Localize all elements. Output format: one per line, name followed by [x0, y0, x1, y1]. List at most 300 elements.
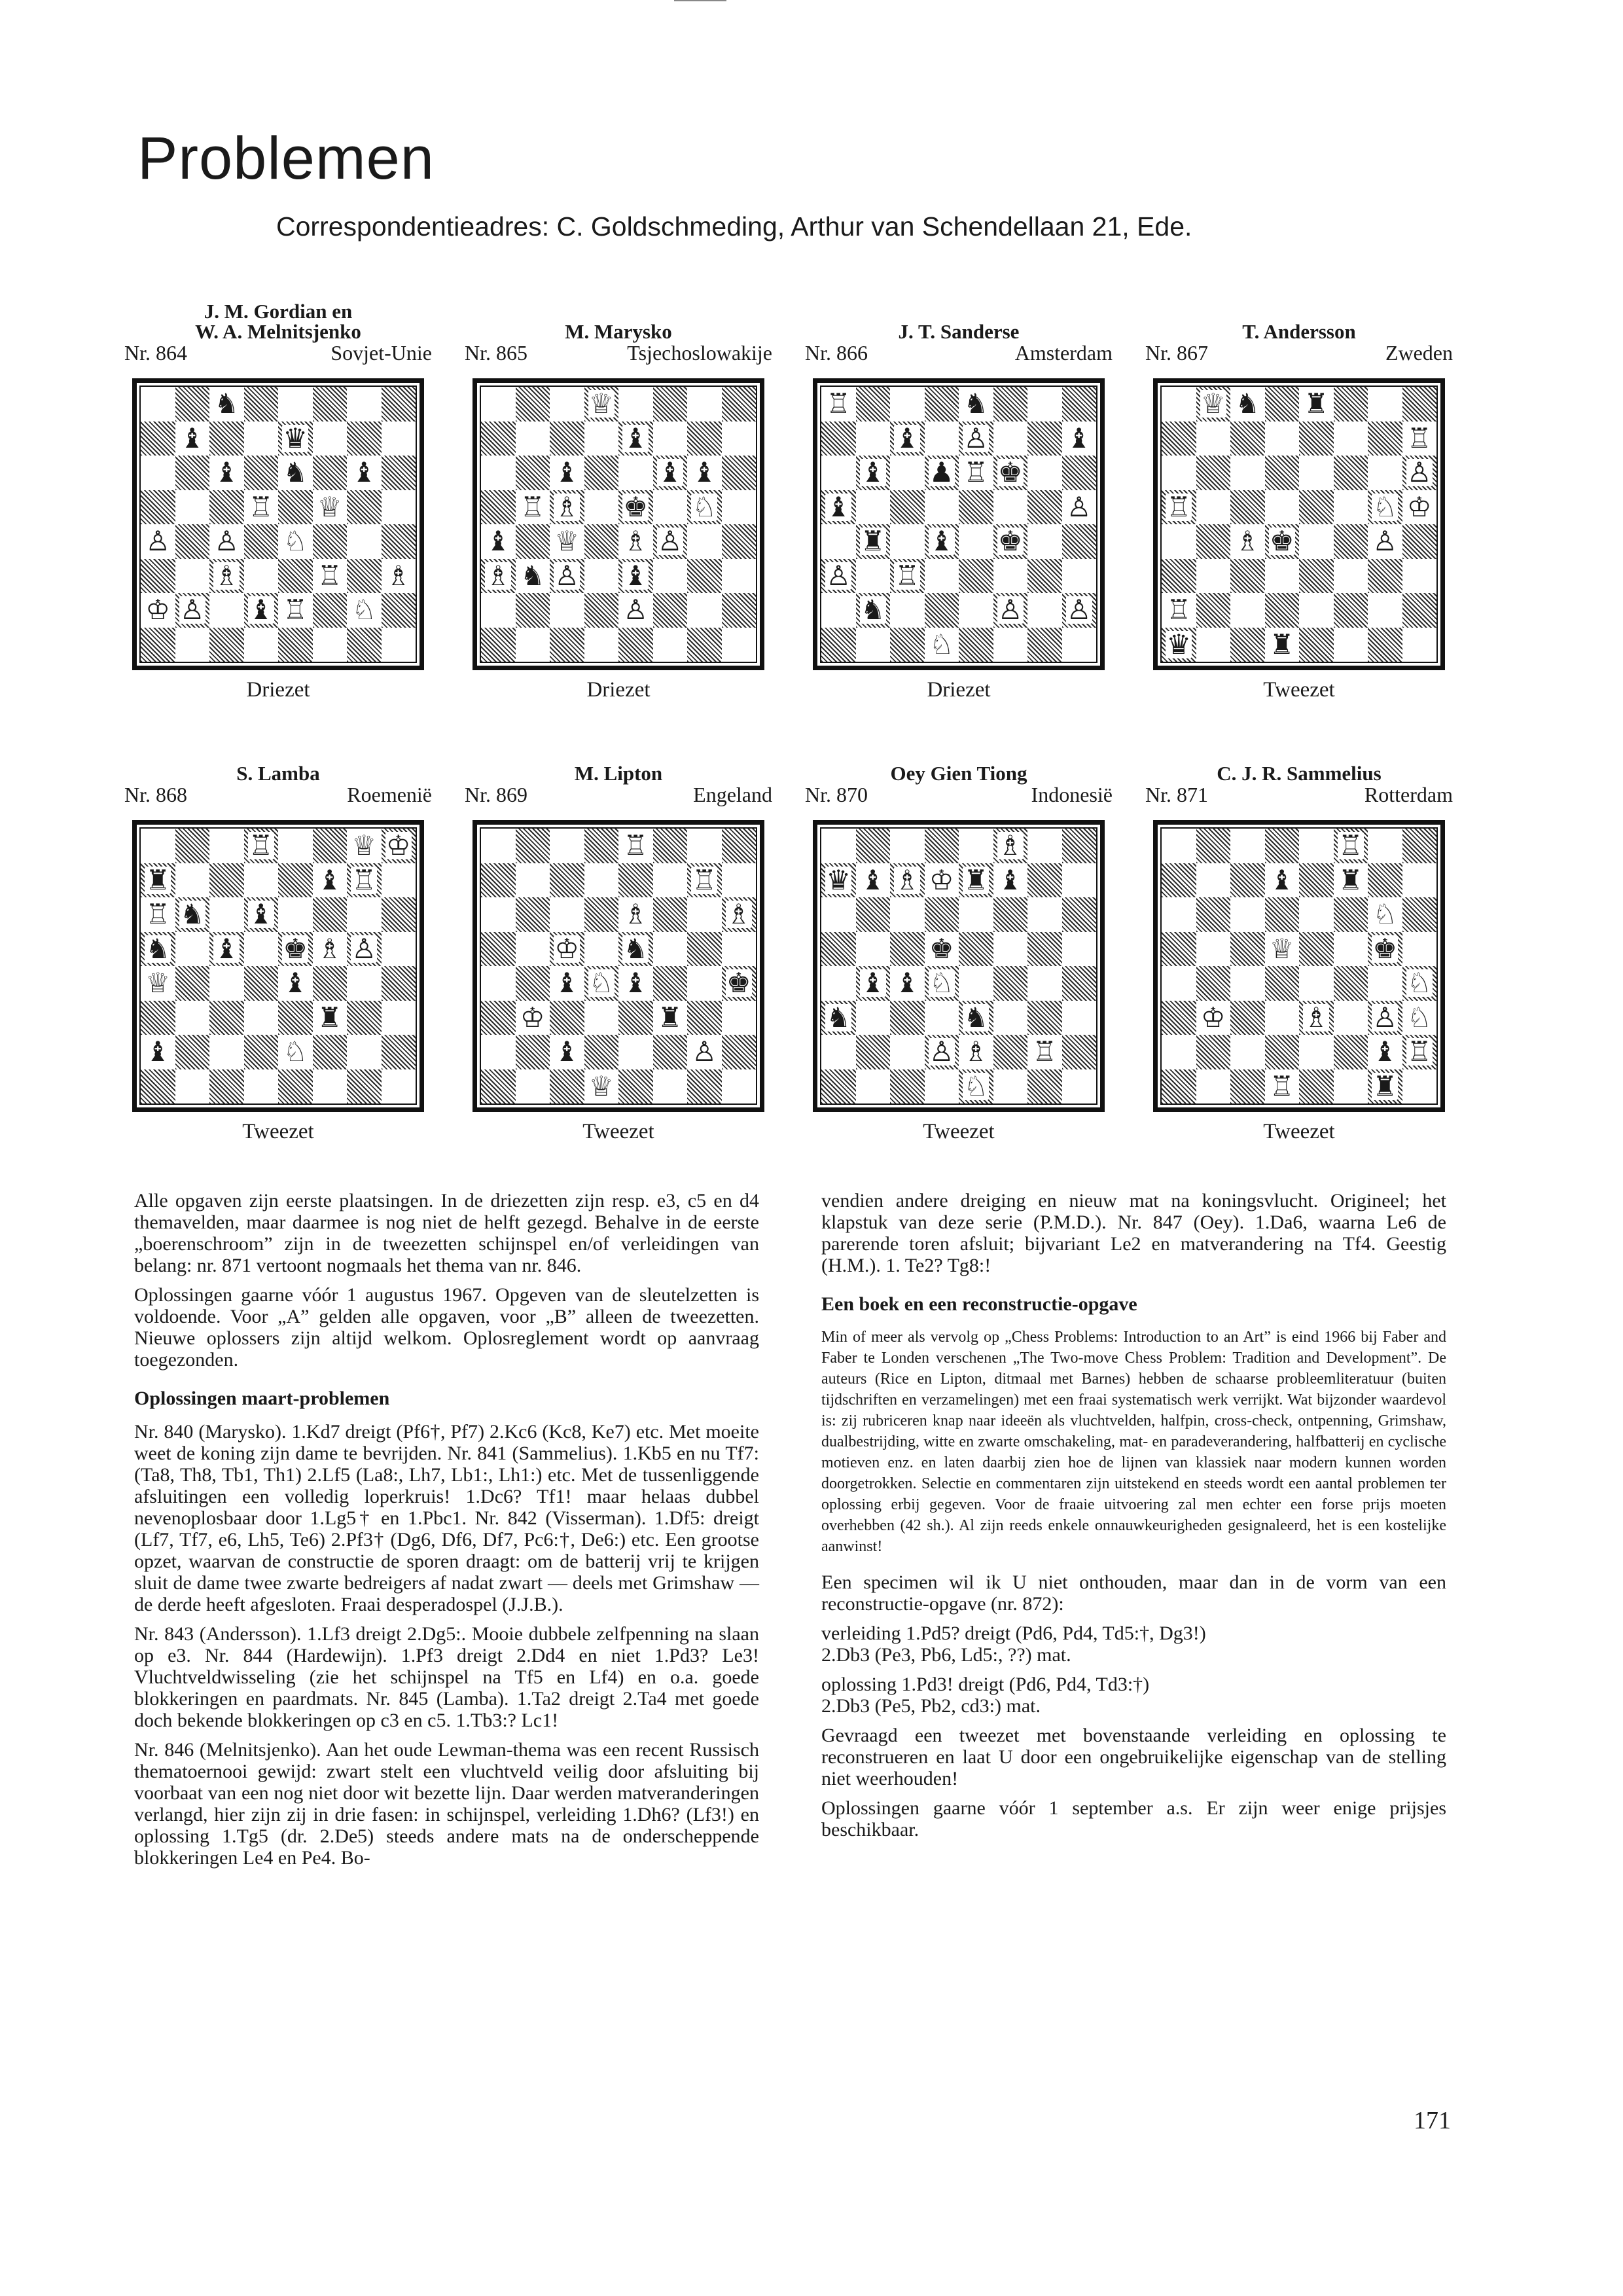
chess-piece-icon: ♝	[657, 456, 683, 489]
board-square	[925, 1069, 959, 1104]
board-square	[959, 593, 993, 628]
problem-number: Nr. 866	[805, 341, 868, 365]
board-square	[1196, 422, 1231, 456]
board-square	[890, 966, 925, 1001]
board-square	[550, 387, 584, 422]
chess-piece-icon: ♖	[1406, 1035, 1432, 1068]
chess-piece-icon: ♘	[283, 525, 308, 558]
board-square	[1402, 593, 1437, 628]
board-square	[821, 863, 856, 898]
board-square	[722, 387, 757, 422]
problem-country: Rotterdam	[1364, 783, 1453, 806]
board-square	[1196, 1035, 1231, 1069]
board-square	[821, 1001, 856, 1035]
board-square	[209, 524, 244, 559]
board-square	[618, 524, 653, 559]
chess-piece-icon: ♗	[317, 932, 342, 965]
chess-piece-icon: ♝	[623, 559, 649, 592]
problem-author: J. T. Sanderse	[898, 320, 1020, 343]
board-square	[141, 559, 175, 594]
chess-piece-icon: ♖	[248, 490, 274, 523]
solutions-paragraph-1: Nr. 840 (Marysko). 1.Kd7 dreigt (Pf6†, Pf7) 2.Kc6 (Kc8, Ke7) etc. Met moeite weet de koning zijn dame te bevrijden. Nr. 841 (Sammelius). 1.Kb5 en nu Tf7: (Ta8, Th8, Tb1, Th1) 2.Lf5 (La8:, Lh7, Lb1:, Lh1:) etc. Met de tussenliggende afsluitingen een volledig loperkruis! 1.Dc6? Tf1! maar helaas dubbel nevenoplosbaar door 1.Lg5† en 1.Pbc1. Nr. 842 (Visserman). 1.Df5: dreigt (Lf7, Tf7, e6, Lh5, Te6) 2.Pf3† (Dg6, Df6, Df7, Pc6:†, De6:) etc. Een grootse opzet, waarvan de constructie de sporen draagt: om de batterij vrij te krijgen sluit de dame twee zwarte bedreigers af nadat zwart — deels met Grimshaw — de derde heeft afgesloten. Fraai desperadospel (J.J.B.).	[134, 1421, 759, 1615]
chess-piece-icon: ♘	[692, 490, 717, 523]
solution-line-2: 2.Db3 (Pe5, Pb2, cd3:) mat.	[821, 1695, 1041, 1717]
board-square	[890, 628, 925, 662]
board-square	[244, 593, 279, 628]
board-square	[313, 1069, 348, 1104]
board-square	[1402, 863, 1437, 898]
solutions-heading: Oplossingen maart-problemen	[134, 1388, 390, 1409]
board-square	[618, 490, 653, 525]
chess-piece-icon: ♙	[145, 525, 171, 558]
chess-problem	[1145, 301, 1453, 702]
board-square	[481, 524, 516, 559]
board-square	[209, 1069, 244, 1104]
board-square	[1402, 1035, 1437, 1069]
board-square	[959, 628, 993, 662]
chess-piece-icon: ♙	[1066, 490, 1092, 523]
board-square	[618, 422, 653, 456]
chess-piece-icon: ♘	[1372, 490, 1398, 523]
problem-stipulation: Tweezet	[242, 1120, 314, 1143]
board-square	[687, 966, 722, 1001]
board-square	[516, 863, 550, 898]
chess-piece-icon: ♘	[283, 1035, 308, 1068]
board-square	[209, 863, 244, 898]
board-square	[244, 456, 279, 490]
board-square	[1402, 966, 1437, 1001]
board-square	[313, 1001, 348, 1035]
board-square	[925, 1035, 959, 1069]
chess-piece-icon: ♘	[1372, 898, 1398, 931]
chess-problem	[124, 301, 432, 702]
board-square	[382, 524, 416, 559]
board-square	[244, 387, 279, 422]
board-square	[1062, 829, 1097, 863]
chess-piece-icon: ♖	[1032, 1035, 1058, 1068]
board-square	[278, 559, 313, 594]
board-square	[1062, 1001, 1097, 1035]
board-square	[1265, 966, 1300, 1001]
board-square	[1299, 456, 1334, 490]
problem-meta	[1145, 783, 1453, 806]
board-square	[1027, 628, 1062, 662]
board-square	[722, 1069, 757, 1104]
instructions-paragraph: Oplossingen gaarne vóór 1 augustus 1967. Opgeven van de sleutelzetten is voldoende. Voor „A” gelden alle opgaven, voor „B” alleen de tweezetten. Nieuwe oplossers zijn altijd welkom. Oplosreglement wordt op aanvraag toegezonden.	[134, 1284, 759, 1371]
board-square	[1402, 387, 1437, 422]
chess-piece-icon: ♜	[1304, 387, 1329, 420]
chess-piece-icon: ♚	[997, 525, 1023, 558]
board-square	[1402, 422, 1437, 456]
board-square	[209, 897, 244, 932]
specimen-paragraph: Een specimen wil ik U niet onthouden, maar dan in de vorm van een reconstructie-opgave (nr. 872):	[821, 1571, 1446, 1615]
board-square	[856, 966, 891, 1001]
board-square	[1299, 932, 1334, 967]
board-square	[993, 1069, 1028, 1104]
board-square	[1196, 1001, 1231, 1035]
board-square	[244, 1035, 279, 1069]
board-square	[550, 559, 584, 594]
board-square	[993, 559, 1028, 594]
board-square	[175, 387, 210, 422]
board-square	[175, 628, 210, 662]
problem-number: Nr. 864	[124, 341, 187, 365]
board-square	[618, 628, 653, 662]
board-square	[278, 897, 313, 932]
board-square	[1162, 1001, 1196, 1035]
board-square	[1334, 1035, 1368, 1069]
problem-author: C. J. R. Sammelius	[1217, 762, 1382, 785]
board-square	[1334, 559, 1368, 594]
board-square	[278, 1035, 313, 1069]
board-square	[550, 524, 584, 559]
board-square	[1299, 863, 1334, 898]
board-square	[141, 966, 175, 1001]
chess-piece-icon: ♝	[554, 456, 580, 489]
board-square	[1334, 1069, 1368, 1104]
problem-country: Roemenië	[347, 783, 432, 806]
board-square	[1196, 456, 1231, 490]
chess-piece-icon: ♖	[317, 559, 342, 592]
board-square	[1230, 422, 1265, 456]
board-square	[890, 1069, 925, 1104]
board-square	[347, 387, 382, 422]
board-square	[993, 524, 1028, 559]
board-square	[993, 593, 1028, 628]
board-square	[1162, 490, 1196, 525]
board-square	[1062, 1069, 1097, 1104]
chess-piece-icon: ♝	[283, 967, 308, 999]
chess-piece-icon: ♜	[860, 525, 885, 558]
board-square	[1162, 932, 1196, 967]
board-square	[653, 559, 688, 594]
chess-board	[813, 820, 1105, 1112]
board-square	[653, 628, 688, 662]
board-square	[618, 966, 653, 1001]
chess-piece-icon: ♞	[214, 387, 240, 420]
board-square	[1062, 593, 1097, 628]
board-square	[890, 559, 925, 594]
page-number: 171	[1414, 2107, 1451, 2134]
board-square	[584, 829, 619, 863]
chess-piece-icon: ♝	[317, 863, 342, 896]
board-square	[347, 829, 382, 863]
chess-piece-icon: ♞	[1235, 387, 1260, 420]
board-square	[313, 628, 348, 662]
chess-board	[813, 378, 1105, 670]
board-square	[1265, 1035, 1300, 1069]
chess-piece-icon: ♖	[351, 863, 377, 896]
board-square	[1334, 628, 1368, 662]
left-column	[134, 1190, 759, 1876]
board-square	[1230, 966, 1265, 1001]
board-square	[856, 628, 891, 662]
board-square	[347, 897, 382, 932]
board-square	[347, 1001, 382, 1035]
board-square	[209, 966, 244, 1001]
board-square	[1402, 932, 1437, 967]
board-square	[244, 559, 279, 594]
board-square	[1299, 628, 1334, 662]
problem-country: Zweden	[1385, 341, 1453, 365]
board-square	[856, 387, 891, 422]
chess-problem	[805, 743, 1113, 1144]
board-square	[347, 490, 382, 525]
board-square	[890, 456, 925, 490]
board-square	[653, 593, 688, 628]
board-square	[175, 422, 210, 456]
board-square	[821, 966, 856, 1001]
board-square	[141, 829, 175, 863]
board-square	[313, 593, 348, 628]
chess-piece-icon: ♝	[997, 863, 1023, 896]
board-square	[1368, 863, 1402, 898]
board-square	[1334, 387, 1368, 422]
temptation-line-2: 2.Db3 (Pe3, Pb6, Ld5:, ??) mat.	[821, 1644, 1071, 1666]
board-square	[516, 966, 550, 1001]
board-square	[313, 559, 348, 594]
board-square	[1334, 593, 1368, 628]
board-square	[1299, 897, 1334, 932]
board-square	[1402, 897, 1437, 932]
problem-author: M. Lipton	[574, 762, 663, 785]
solutions-paragraph-3: Nr. 846 (Melnitsjenko). Aan het oude Lewman-thema was een recent Russisch thematoernooi gewijd: zwart stelt een vluchtveld veilig door afsluiting bij voorbaat van een nog niet door wit bezette lijn. Daar werden matveranderingen verlangd, hier zijn zij in drie fasen: in schijnspel, verleiding 1.Dh6? (Lf3!) en oplossing 1.Tg5 (dr. 2.De5) steeds andere mats na de onderscheppende blokkeringen Le4 en Pe4. Bo-	[134, 1739, 759, 1869]
board-square	[1368, 490, 1402, 525]
board-square	[925, 490, 959, 525]
chess-board	[1153, 378, 1445, 670]
correspondence-address: Correspondentieadres: C. Goldschmeding, Arthur van Schendellaan 21, Ede.	[276, 211, 1192, 242]
board-square	[313, 490, 348, 525]
board-square	[584, 966, 619, 1001]
board-square	[821, 456, 856, 490]
board-square	[481, 628, 516, 662]
board-square	[313, 897, 348, 932]
solution-line-1: oplossing 1.Pd3! dreigt (Pd6, Pd4, Td3:†)	[821, 1674, 1150, 1695]
board-square	[382, 456, 416, 490]
board-square	[821, 387, 856, 422]
board-square	[1368, 1035, 1402, 1069]
board-square	[1062, 524, 1097, 559]
board-square	[1230, 628, 1265, 662]
board-square	[1162, 1035, 1196, 1069]
chess-piece-icon: ♜	[963, 863, 989, 896]
problem-stipulation: Tweezet	[582, 1120, 654, 1143]
board-square	[993, 829, 1028, 863]
board-square	[141, 1001, 175, 1035]
board-square	[382, 932, 416, 967]
board-square	[1230, 490, 1265, 525]
board-square	[481, 387, 516, 422]
board-square	[1299, 387, 1334, 422]
board-square	[1027, 524, 1062, 559]
board-square	[141, 1069, 175, 1104]
board-square	[618, 863, 653, 898]
board-square	[175, 863, 210, 898]
problem-stipulation: Tweezet	[923, 1120, 995, 1143]
chess-piece-icon: ♜	[145, 863, 171, 896]
board-square	[313, 1035, 348, 1069]
board-square	[1334, 966, 1368, 1001]
board-square	[313, 422, 348, 456]
board-square	[1334, 863, 1368, 898]
chess-piece-icon: ♚	[726, 967, 751, 999]
chess-piece-icon: ♕	[588, 387, 614, 420]
board-square	[516, 387, 550, 422]
chess-piece-icon: ♝	[214, 456, 240, 489]
board-square	[1062, 422, 1097, 456]
board-square	[1368, 829, 1402, 863]
board-square	[1265, 932, 1300, 967]
chess-piece-icon: ♗	[1304, 1001, 1329, 1033]
board-square	[856, 456, 891, 490]
chess-piece-icon: ♝	[554, 1035, 580, 1068]
chess-piece-icon: ♝	[214, 932, 240, 965]
board-square	[890, 1001, 925, 1035]
board-square	[1230, 559, 1265, 594]
problem-number: Nr. 871	[1145, 783, 1208, 806]
board-square	[925, 628, 959, 662]
board-square	[1299, 422, 1334, 456]
board-square	[1196, 628, 1231, 662]
problem-meta	[465, 783, 772, 806]
board-square	[653, 863, 688, 898]
board-square	[993, 387, 1028, 422]
board-square	[347, 1035, 382, 1069]
board-square	[382, 387, 416, 422]
board-square	[313, 932, 348, 967]
board-square	[993, 490, 1028, 525]
board-square	[722, 593, 757, 628]
board-square	[382, 628, 416, 662]
board-square	[278, 524, 313, 559]
book-heading: Een boek en een reconstructie-opgave	[821, 1293, 1137, 1315]
problem-author: M. Marysko	[565, 320, 672, 343]
page-title: Problemen	[137, 125, 435, 192]
board-square	[347, 863, 382, 898]
board-square	[175, 1035, 210, 1069]
board-square	[1196, 490, 1231, 525]
board-square	[959, 422, 993, 456]
board-square	[618, 559, 653, 594]
board-square	[1265, 593, 1300, 628]
chess-piece-icon: ♙	[1372, 1001, 1398, 1033]
chess-piece-icon: ♞	[860, 594, 885, 626]
board-square	[584, 863, 619, 898]
chess-piece-icon: ♕	[145, 967, 171, 999]
board-square	[347, 628, 382, 662]
board-square	[925, 387, 959, 422]
chess-piece-icon: ♘	[1406, 1001, 1432, 1033]
board-square	[584, 559, 619, 594]
board-square	[1230, 897, 1265, 932]
book-paragraph: Min of meer als vervolg op „Chess Problems: Introduction to an Art” is eind 1966 bij Faber and Faber te Londen verschenen „The Two-move Chess Problem: Tradition and Development”. De auteurs (Rice en Lipton, ditmaal met Barnes) hebben de schaarse probleemliteratuur (buiten tijdschriften en verzamelingen) met een fraai systematisch werk verrijkt. Wat bijzonder waardevol is: zij rubriceren knap naar ideeën als vluchtvelden, halfpin, cross-check, ontpenning, Grimshaw, dualbestrijding, witte en zwarte omschakeling, mat- en paradeverandering, halfbatterij en cyclische motieven enz. en laten daarbij zien hoe de lijnen van klassiek naar modern kunnen worden doorgetrokken. Selectie en commentaren zijn uitstekend en steeds wordt een aantal problemen ter oplossing erbij gegeven. Voor de fraaie uitvoering zal men echter een forse prijs moeten overhebben (42 sh.). Al zijn reeds enkele onnauwkeurigheden gesignaleerd, het is een kostelijke aanwinst!	[821, 1329, 1446, 1555]
board-square	[925, 559, 959, 594]
board-square	[382, 897, 416, 932]
board-square	[209, 490, 244, 525]
board-square	[1062, 387, 1097, 422]
problem-meta	[1145, 342, 1453, 364]
board-square	[1299, 490, 1334, 525]
board-square	[653, 1035, 688, 1069]
board-square	[925, 524, 959, 559]
board-square	[1162, 1069, 1196, 1104]
board-square	[890, 863, 925, 898]
chess-piece-icon: ♙	[997, 594, 1023, 626]
board-square	[516, 524, 550, 559]
board-square	[1299, 966, 1334, 1001]
board-square	[382, 1069, 416, 1104]
board-square	[653, 387, 688, 422]
board-square	[1230, 1035, 1265, 1069]
board-square	[856, 1069, 891, 1104]
chess-piece-icon: ♙	[826, 559, 851, 592]
board-square	[244, 966, 279, 1001]
board-square	[856, 524, 891, 559]
chess-piece-icon: ♙	[929, 1035, 954, 1068]
board-square	[1299, 1001, 1334, 1035]
board-square	[653, 456, 688, 490]
board-square	[1402, 456, 1437, 490]
board-square	[584, 1001, 619, 1035]
problem-author: Oey Gien Tiong	[890, 762, 1027, 785]
board-square	[1162, 966, 1196, 1001]
board-square	[890, 897, 925, 932]
board-square	[1230, 863, 1265, 898]
board-square	[687, 932, 722, 967]
board-square	[1027, 863, 1062, 898]
problem-country: Indonesië	[1031, 783, 1113, 806]
board-square	[382, 490, 416, 525]
board-square	[244, 897, 279, 932]
board-square	[1265, 490, 1300, 525]
chess-piece-icon: ♘	[929, 628, 954, 660]
problem-number: Nr. 868	[124, 783, 187, 806]
board-square	[1334, 829, 1368, 863]
board-square	[141, 456, 175, 490]
chess-piece-icon: ♖	[1338, 829, 1363, 862]
board-square	[1334, 490, 1368, 525]
chess-piece-icon: ♝	[179, 422, 205, 454]
board-square	[653, 829, 688, 863]
board-square	[925, 1001, 959, 1035]
board-square	[141, 490, 175, 525]
board-square	[584, 932, 619, 967]
board-square	[993, 966, 1028, 1001]
chess-problem	[465, 743, 772, 1144]
board-square	[722, 829, 757, 863]
board-square	[175, 829, 210, 863]
board-square	[1265, 829, 1300, 863]
board-square	[1368, 966, 1402, 1001]
problem-meta	[465, 342, 772, 364]
board-square	[1196, 966, 1231, 1001]
chess-piece-icon: ♝	[929, 525, 954, 558]
board-square	[1334, 1001, 1368, 1035]
board-square	[687, 863, 722, 898]
board-square	[993, 932, 1028, 967]
board-square	[278, 490, 313, 525]
board-square	[313, 524, 348, 559]
board-square	[821, 524, 856, 559]
board-square	[550, 628, 584, 662]
board-square	[481, 1035, 516, 1069]
board-square	[481, 456, 516, 490]
chess-board	[473, 820, 764, 1112]
board-square	[1265, 559, 1300, 594]
problem-number: Nr. 870	[805, 783, 868, 806]
board-square	[856, 932, 891, 967]
board-square	[584, 524, 619, 559]
